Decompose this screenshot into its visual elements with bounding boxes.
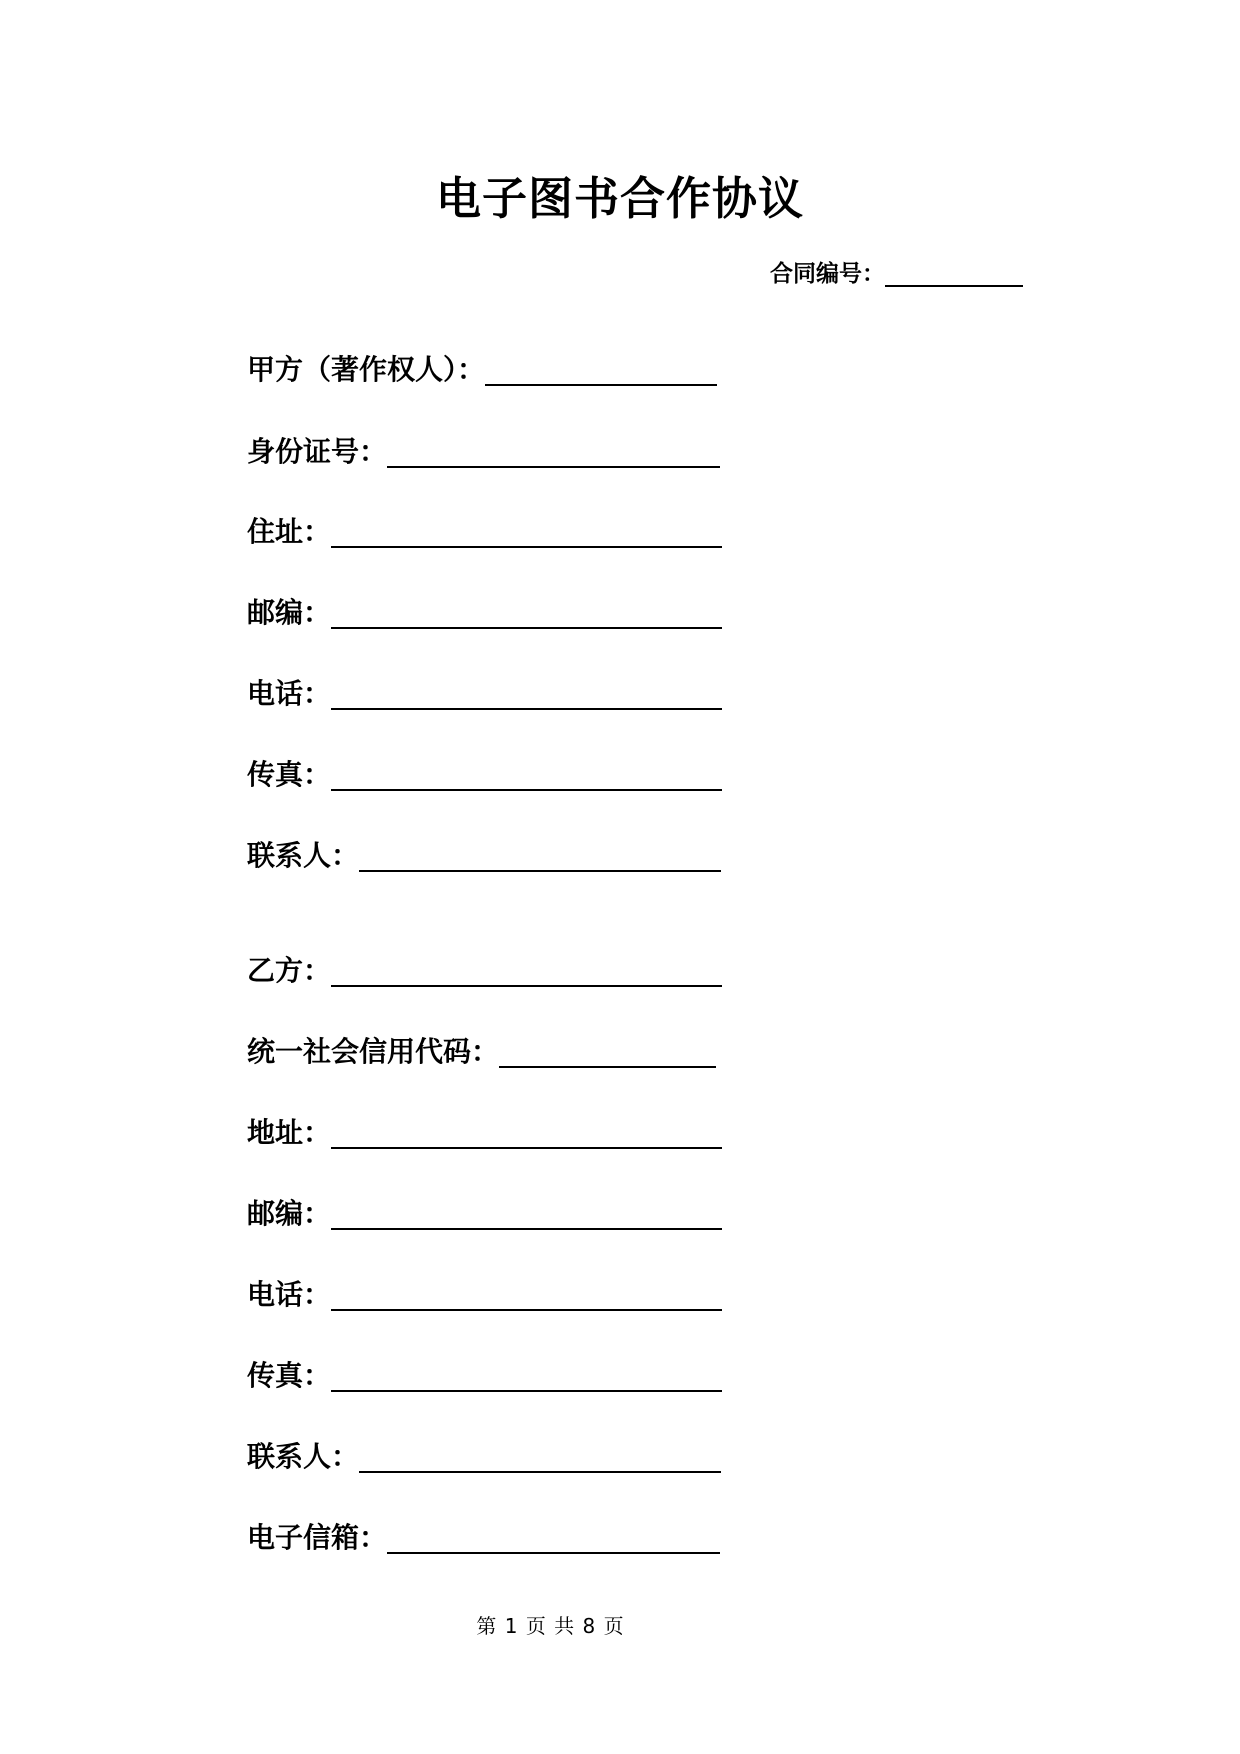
page-number: 第 1 页 共 8 页 bbox=[476, 1614, 624, 1638]
party-b-phone-label: 电话： bbox=[247, 1278, 332, 1311]
party-a-contact-blank[interactable] bbox=[359, 840, 721, 872]
party-a-id-row bbox=[247, 432, 720, 472]
contract-number-blank[interactable] bbox=[885, 261, 1023, 287]
party-a-contact-row bbox=[247, 836, 721, 876]
party-b-name-row bbox=[247, 951, 722, 991]
party-a-name-blank[interactable] bbox=[485, 354, 717, 386]
party-b-address-blank[interactable] bbox=[331, 1117, 722, 1149]
party-b-fax-row bbox=[247, 1356, 722, 1396]
party-b-address-row bbox=[247, 1113, 722, 1153]
party-b-fax-blank[interactable] bbox=[331, 1360, 722, 1392]
party-a-phone-label: 电话： bbox=[247, 677, 332, 710]
party-a-address-blank[interactable] bbox=[331, 516, 722, 548]
party-a-fax-label: 传真： bbox=[247, 758, 332, 791]
party-b-postcode-label: 邮编： bbox=[247, 1197, 332, 1230]
party-b-postcode-blank[interactable] bbox=[331, 1198, 722, 1230]
party-a-fax-blank[interactable] bbox=[331, 759, 722, 791]
document-title: 电子图书合作协议 bbox=[435, 172, 804, 225]
party-b-contact-row bbox=[247, 1437, 721, 1477]
party-b-name-label: 乙方： bbox=[247, 954, 332, 987]
party-b-fax-label: 传真： bbox=[247, 1359, 332, 1392]
party-a-id-label: 身份证号： bbox=[247, 435, 388, 468]
party-b-contact-label: 联系人： bbox=[247, 1440, 360, 1473]
party-b-phone-blank[interactable] bbox=[331, 1279, 722, 1311]
party-b-name-blank[interactable] bbox=[331, 955, 722, 987]
contract-number-label: 合同编号： bbox=[770, 261, 885, 287]
contract-number-row bbox=[770, 258, 1023, 290]
party-b-address-label: 地址： bbox=[247, 1116, 332, 1149]
party-b-credit-code-row bbox=[247, 1032, 716, 1072]
party-a-name-row bbox=[247, 350, 717, 390]
party-b-email-row bbox=[247, 1518, 720, 1558]
party-b-phone-row bbox=[247, 1275, 722, 1315]
party-a-address-label: 住址： bbox=[247, 515, 332, 548]
party-b-contact-blank[interactable] bbox=[359, 1441, 721, 1473]
party-a-phone-blank[interactable] bbox=[331, 678, 722, 710]
party-a-fax-row bbox=[247, 755, 722, 795]
party-a-postcode-row bbox=[247, 593, 722, 633]
party-b-email-blank[interactable] bbox=[387, 1522, 720, 1554]
party-a-postcode-blank[interactable] bbox=[331, 597, 722, 629]
party-b-email-label: 电子信箱： bbox=[247, 1521, 388, 1554]
party-b-credit-code-blank[interactable] bbox=[499, 1036, 716, 1068]
party-a-name-label: 甲方（著作权人）： bbox=[247, 353, 486, 386]
party-a-postcode-label: 邮编： bbox=[247, 596, 332, 629]
party-b-credit-code-label: 统一社会信用代码： bbox=[247, 1035, 500, 1068]
party-a-address-row bbox=[247, 512, 722, 552]
party-a-phone-row bbox=[247, 674, 722, 714]
party-a-id-blank[interactable] bbox=[387, 436, 720, 468]
party-a-contact-label: 联系人： bbox=[247, 839, 360, 872]
party-b-postcode-row bbox=[247, 1194, 722, 1234]
